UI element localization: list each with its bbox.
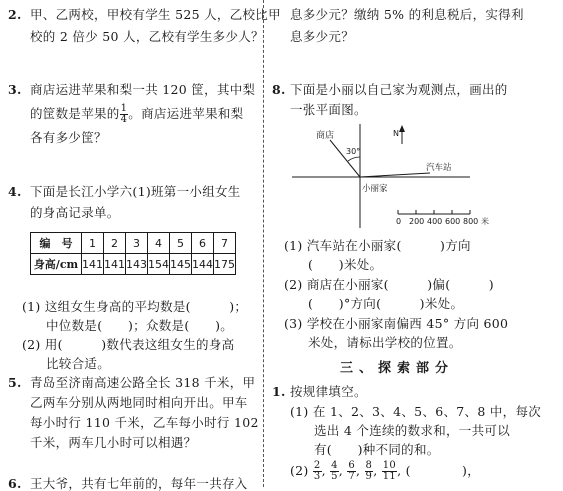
table-cell: 154 xyxy=(148,254,170,275)
sequence-fraction: $\frac{10}{11}$ xyxy=(382,460,397,482)
scale-tick-label: 400 xyxy=(427,217,443,226)
q4-sub2-line2: 比较合适。 xyxy=(46,356,111,371)
section-title: 三、探索部分 xyxy=(340,361,455,376)
q3-line3: 各有多少筐？ xyxy=(30,130,107,145)
table-cell: 1 xyxy=(82,233,104,254)
station-direction-line xyxy=(360,173,430,177)
q3-line2-post: 。商店运进苹果和梨 xyxy=(128,106,244,121)
height-record-table xyxy=(30,232,236,275)
shop-label: 商店 xyxy=(316,131,335,141)
table-cell: 145 xyxy=(170,254,192,275)
q7-cont-line2: 息多少元？ xyxy=(290,29,355,44)
p1-sub2-tail: ( )， xyxy=(405,463,480,478)
q8-sub3-line1: (3) 学校在小丽家南偏西 45° 方向 600 xyxy=(284,316,509,331)
q4-sub1-line2: 中位数是( )；众数是( )。 xyxy=(46,318,234,333)
home-label: 小丽家 xyxy=(362,184,388,194)
p1-sub2-line: (2) $\frac{2}{3}$ , $\frac{4}{5}$ , $\frac{6}{7}$ , $\frac{8}{9}$ , $\frac{10}{11}$ , ( )， xyxy=(290,460,480,482)
q5-number: 5. xyxy=(8,375,22,390)
table-header-label: 编 号 xyxy=(31,233,82,254)
q8-sub2-line1: (2) 商店在小丽家( )偏( ) xyxy=(284,277,494,292)
q3-line2 xyxy=(30,104,243,125)
sequence-fraction: $\frac{6}{7}$ xyxy=(348,460,355,482)
q3-line2-pre: 的筐数是苹果的 xyxy=(30,106,120,121)
q4-line1: 下面是长江小学六(1)班第一小组女生 xyxy=(30,184,241,199)
shop-direction-line xyxy=(330,140,360,177)
q3-line1: 商店运进苹果和梨一共 120 筐，其中梨 xyxy=(30,82,256,97)
q7-cont-line1: 息多少元？缴纳 5% 的利息税后，实得利 xyxy=(290,7,524,22)
q3-fraction: $\frac{1}{4}$ xyxy=(120,103,128,125)
q3-number: 3. xyxy=(8,82,22,97)
q5-line1: 青岛至济南高速公路全长 318 千米，甲 xyxy=(30,375,256,390)
plan-map xyxy=(280,122,500,230)
table-cell: 3 xyxy=(126,233,148,254)
table-cell: 141 xyxy=(104,254,126,275)
q5-line3: 每小时行 110 千米，乙车每小时行 102 xyxy=(30,415,259,430)
scale-unit: 米 xyxy=(481,217,489,226)
q8-sub3-line2: 米处，请标出学校的位置。 xyxy=(308,335,462,350)
table-cell: 2 xyxy=(104,233,126,254)
q8-sub1-line2: ( )米处。 xyxy=(308,257,383,272)
table-row-label: 身高/cm xyxy=(31,254,82,275)
p1-sub1-line2: 选出 4 个连续的数求和，一共可以 xyxy=(314,423,511,438)
q2-line1: 甲、乙两校，甲校有学生 525 人，乙校比甲 xyxy=(30,7,281,22)
p1-title: 按规律填空。 xyxy=(290,384,367,399)
table-cell: 143 xyxy=(126,254,148,275)
table-cell: 6 xyxy=(192,233,214,254)
p1-sub1-line1: (1) 在 1、2、3、4、5、6、7、8 中，每次 xyxy=(290,404,542,419)
table-cell: 144 xyxy=(192,254,214,275)
q6-partial-line: 王大爷，共有七年前的，每年一共存入 xyxy=(30,476,248,491)
angle-arc xyxy=(348,157,360,161)
q4-sub1-line1: (1) 这组女生身高的平均数是( )； xyxy=(22,299,248,314)
q4-number: 4. xyxy=(8,184,22,199)
table-cell: 5 xyxy=(170,233,192,254)
scale-tick-label: 800 xyxy=(463,217,479,226)
q6-number: 6. xyxy=(8,476,22,491)
p1-sub2-label: (2) xyxy=(290,463,309,478)
table-row xyxy=(31,254,236,275)
q4-line2: 的身高记录单。 xyxy=(30,205,120,220)
q8-number: 8. xyxy=(272,82,286,97)
q2-number: 2. xyxy=(8,7,22,22)
table-row xyxy=(31,233,236,254)
table-cell: 7 xyxy=(214,233,236,254)
angle-label: 30° xyxy=(346,147,361,156)
q8-line1: 下面是小丽以自己家为观测点，画出的 xyxy=(290,82,508,97)
table-cell: 141 xyxy=(82,254,104,275)
scale-tick-label: 200 xyxy=(409,217,425,226)
q8-sub2-line2: ( )°方向( )米处。 xyxy=(308,296,464,311)
sequence-fraction: $\frac{4}{5}$ xyxy=(331,460,338,482)
north-label: N xyxy=(393,129,399,138)
table-cell: 4 xyxy=(148,233,170,254)
station-label: 汽车站 xyxy=(426,163,452,173)
q5-line2: 乙两车分别从两地同时相向开出。甲车 xyxy=(30,395,248,410)
scale-tick-label: 0 xyxy=(396,217,402,226)
table-cell: 175 xyxy=(214,254,236,275)
q8-line2: 一张平面图。 xyxy=(290,102,367,117)
q4-sub2-line1: (2) 用( )数代表这组女生的身高 xyxy=(22,337,235,352)
scale-tick-label: 600 xyxy=(445,217,461,226)
q5-line4: 千米，两车几小时可以相遇？ xyxy=(30,435,197,450)
sequence-fraction: $\frac{8}{9}$ xyxy=(365,460,373,482)
p1-sub1-line3: 有( )种不同的和。 xyxy=(314,442,440,457)
north-arrow-head xyxy=(399,125,405,132)
q8-sub1-line1: (1) 汽车站在小丽家( )方向 xyxy=(284,238,471,253)
sequence-fraction: $\frac{2}{3}$ xyxy=(313,460,321,482)
q2-line2: 校的 2 倍少 50 人，乙校有学生多少人？ xyxy=(30,29,264,44)
column-divider xyxy=(263,0,264,487)
p1-number: 1. xyxy=(272,384,286,399)
